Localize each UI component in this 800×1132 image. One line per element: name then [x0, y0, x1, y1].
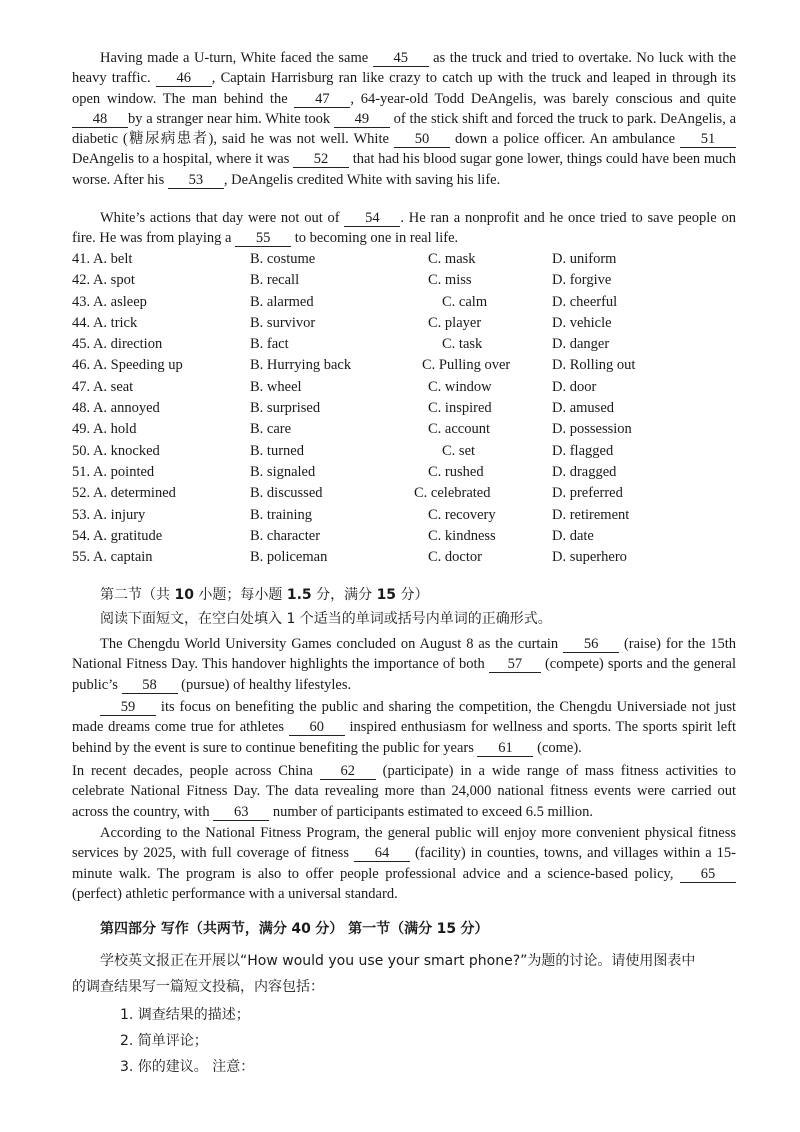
blank-65[interactable]: 65	[680, 866, 736, 883]
section-2-heading: 第二节（共 10 小题；每小题 1.5 分，满分 15 分）	[100, 587, 429, 603]
blank-60[interactable]: 60	[289, 719, 345, 736]
option-c[interactable]: C. inspired	[428, 400, 492, 417]
option-d[interactable]: D. cheerful	[552, 293, 618, 310]
option-d[interactable]: D. door	[552, 378, 597, 395]
option-b[interactable]: B. character	[250, 527, 321, 544]
option-b[interactable]: B. Hurrying back	[250, 357, 352, 374]
option-b[interactable]: B. wheel	[250, 378, 302, 395]
option-a[interactable]: 47. A. seat	[72, 378, 134, 395]
option-c[interactable]: C. Pulling over	[422, 357, 511, 374]
writing-item-2: 2. 简单评论；	[120, 1033, 208, 1049]
option-c[interactable]: C. recovery	[428, 506, 496, 523]
option-row-48	[72, 398, 736, 419]
option-b[interactable]: B. training	[250, 506, 313, 523]
writing-item-1: 1. 调查结果的描述；	[120, 1007, 250, 1023]
option-d[interactable]: D. retirement	[552, 506, 630, 523]
blank-47[interactable]: 47	[294, 91, 350, 108]
part-4-heading: 第四部分 写作（共两节，满分 40 分） 第一节（满分 15 分）	[100, 921, 489, 937]
option-b[interactable]: B. alarmed	[250, 293, 314, 310]
writing-prompt-line-1: 学校英文报正在开展以“How would you use your smart phone?”为题的讨论。请使用图表中	[100, 953, 696, 969]
option-row-55	[72, 547, 736, 568]
option-a[interactable]: 54. A. gratitude	[72, 527, 163, 544]
option-c[interactable]: C. doctor	[428, 549, 482, 566]
blank-52[interactable]: 52	[293, 151, 349, 168]
option-c[interactable]: C. mask	[428, 251, 476, 267]
option-d[interactable]: D. flagged	[552, 442, 614, 459]
option-d[interactable]: D. preferred	[552, 485, 623, 502]
option-b[interactable]: B. signaled	[250, 463, 316, 480]
grammar-paragraph-2: 59 its focus on benefiting the public and sharing the competition, the Chengdu Universiade not just made dreams come true for athletes 60 inspired enthusiasm for wellness and sports. The sports spirit left behind by the event is sure to continue benefiting the public for years 61 (come).	[72, 699, 737, 756]
option-d[interactable]: D. amused	[552, 400, 615, 417]
option-d[interactable]: D. dragged	[552, 463, 617, 480]
option-a[interactable]: 42. A. spot	[72, 272, 135, 289]
option-a[interactable]: 44. A. trick	[72, 314, 138, 331]
blank-64[interactable]: 64	[354, 845, 410, 862]
option-d[interactable]: D. vehicle	[552, 314, 612, 331]
option-d[interactable]: D. danger	[552, 336, 610, 353]
cloze-paragraph-2: White’s actions that day were not out of 54 . He ran a nonprofit and he once tried to save people on fire. He was from playing a 55 to becoming one in real life.	[72, 210, 736, 247]
grammar-paragraph-4: According to the National Fitness Program, the general public will enjoy more convenient physical fitness services by 2025, with full coverage of fitness 64 (facility) in counties, towns, and villages within a 15-minute walk. The program is also to offer people professional advice and a science-based policy, 65 (perfect) athletic performance with a universal standard.	[72, 825, 737, 902]
blank-53[interactable]: 53	[168, 172, 224, 189]
option-a[interactable]: 53. A. injury	[72, 506, 146, 523]
option-c[interactable]: C. set	[442, 442, 476, 459]
option-row-49	[72, 419, 736, 440]
blank-63[interactable]: 63	[213, 804, 269, 821]
option-a[interactable]: 48. A. annoyed	[72, 400, 160, 417]
option-row-52	[72, 483, 736, 504]
option-a[interactable]: 55. A. captain	[72, 549, 153, 566]
option-c[interactable]: C. window	[428, 378, 492, 395]
option-d[interactable]: D. Rolling out	[552, 357, 636, 374]
section-2-instruction: 阅读下面短文，在空白处填入 1 个适当的单词或括号内单词的正确形式。	[100, 611, 552, 627]
blank-59[interactable]: 59	[100, 699, 156, 716]
blank-50[interactable]: 50	[394, 131, 450, 148]
option-a[interactable]: 41. A. belt	[72, 251, 133, 267]
writing-prompt-line-2: 的调查结果写一篇短文投稿，内容包括：	[72, 979, 324, 995]
blank-48[interactable]: 48	[72, 111, 128, 128]
blank-55[interactable]: 55	[235, 230, 291, 247]
option-a[interactable]: 45. A. direction	[72, 336, 163, 353]
option-row-53	[72, 505, 736, 526]
option-c[interactable]: C. calm	[442, 293, 488, 310]
option-row-46	[72, 355, 736, 376]
option-c[interactable]: C. celebrated	[414, 485, 491, 502]
option-a[interactable]: 51. A. pointed	[72, 463, 155, 480]
option-d[interactable]: D. superhero	[552, 549, 627, 566]
option-d[interactable]: D. possession	[552, 421, 632, 438]
blank-61[interactable]: 61	[477, 740, 533, 757]
options-list	[72, 249, 736, 568]
option-c[interactable]: C. rushed	[428, 463, 484, 480]
option-row-45	[72, 334, 736, 355]
option-b[interactable]: B. policeman	[250, 549, 328, 566]
blank-45[interactable]: 45	[373, 50, 429, 67]
option-b[interactable]: B. costume	[250, 251, 316, 267]
option-b[interactable]: B. fact	[250, 336, 289, 353]
option-b[interactable]: B. discussed	[250, 485, 323, 502]
option-row-43	[72, 292, 736, 313]
cloze-paragraph-1: Having made a U-turn, White faced the same 45 as the truck and tried to overtake. No luck with the heavy traffic. 46 , Captain Harrisburg ran like crazy to catch up with the truck and leaped in through its open window. The man behind the 47 , 64-year-old Todd DeAngelis, was barely conscious and quite 48 by a stranger near him. White took 49 of the stick shift and forced the truck to park. DeAngelis, a diabetic (糖尿病患者), said he was not well. White 50 down a police officer. An ambulance 51 DeAngelis to a hospital, where it was 52 that had his blood sugar gone lower, things could have been much worse. After his 53 , DeAngelis credited White with saving his life.	[72, 50, 737, 188]
option-row-47	[72, 377, 736, 398]
blank-57[interactable]: 57	[489, 656, 541, 673]
option-b[interactable]: B. recall	[250, 272, 300, 289]
option-c[interactable]: C. kindness	[428, 527, 496, 544]
option-d[interactable]: D. date	[552, 527, 594, 544]
option-row-41	[72, 249, 736, 270]
option-d[interactable]: D. uniform	[552, 251, 617, 267]
blank-56[interactable]: 56	[563, 636, 619, 653]
blank-58[interactable]: 58	[122, 677, 178, 694]
option-b[interactable]: B. care	[250, 421, 292, 438]
option-a[interactable]: 43. A. asleep	[72, 293, 147, 310]
blank-51[interactable]: 51	[680, 131, 736, 148]
option-a[interactable]: 49. A. hold	[72, 421, 137, 438]
option-a[interactable]: 50. A. knocked	[72, 442, 160, 459]
option-b[interactable]: B. surprised	[250, 400, 321, 417]
blank-49[interactable]: 49	[334, 111, 390, 128]
option-row-54	[72, 526, 736, 547]
option-a[interactable]: 46. A. Speeding up	[72, 357, 183, 374]
grammar-paragraph-3: In recent decades, people across China 62 (participate) in a wide range of mass fitness activities to celebrate National Fitness Day. The data revealing more than 24,000 national fitness events were carried out across the country, with 63 number of participants estimated to exceed 6.5 million.	[72, 763, 736, 820]
option-d[interactable]: D. forgive	[552, 272, 612, 289]
option-c[interactable]: C. miss	[428, 272, 472, 289]
option-c[interactable]: C. task	[442, 336, 483, 353]
option-b[interactable]: B. turned	[250, 442, 304, 459]
option-b[interactable]: B. survivor	[250, 314, 316, 331]
option-row-50	[72, 441, 736, 462]
option-row-51	[72, 462, 736, 483]
writing-item-3: 3. 你的建议。 注意：	[120, 1059, 255, 1075]
option-row-42	[72, 270, 736, 291]
option-row-44	[72, 313, 736, 334]
option-c[interactable]: C. account	[428, 421, 491, 438]
blank-54[interactable]: 54	[344, 210, 400, 227]
blank-46[interactable]: 46	[156, 70, 212, 87]
grammar-paragraph-1: The Chengdu World University Games concluded on August 8 as the curtain 56 (raise) for the 15th National Fitness Day. This handover highlights the importance of both 57 (compete) sports and the general public’s 58 (pursue) of healthy lifestyles.	[72, 636, 737, 693]
option-a[interactable]: 52. A. determined	[72, 485, 176, 502]
blank-62[interactable]: 62	[320, 763, 376, 780]
option-c[interactable]: C. player	[428, 314, 482, 331]
